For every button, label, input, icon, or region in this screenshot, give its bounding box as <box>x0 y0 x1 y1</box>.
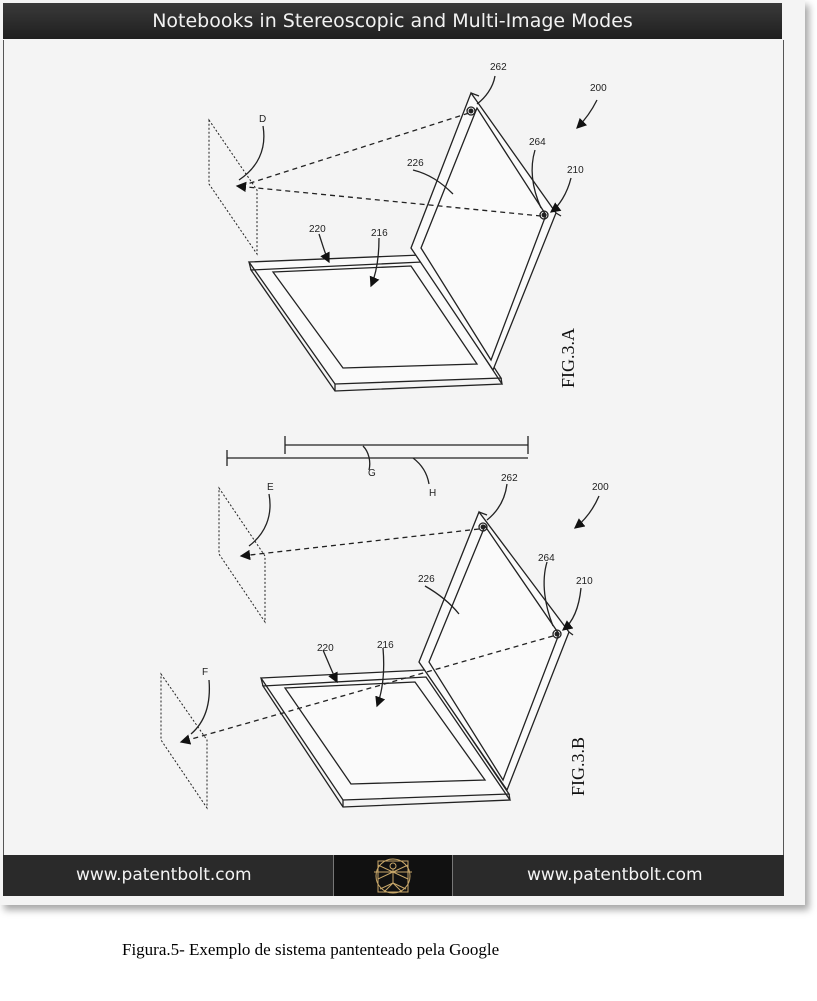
label-226-a: 226 <box>407 158 424 169</box>
footer-url-right[interactable]: www.patentbolt.com <box>527 865 703 885</box>
label-210-b: 210 <box>576 576 593 587</box>
label-g: G <box>368 468 376 479</box>
header-title: Notebooks in Stereoscopic and Multi-Image Modes <box>3 3 782 39</box>
figure-3b <box>161 436 599 808</box>
label-200-b: 200 <box>592 482 609 493</box>
label-200-a: 200 <box>590 83 607 94</box>
footer-bar <box>3 855 784 896</box>
footer-url-left[interactable]: www.patentbolt.com <box>76 865 252 885</box>
label-262-a: 262 <box>490 62 507 73</box>
label-d: D <box>259 114 267 125</box>
label-210-a: 210 <box>567 165 584 176</box>
figure-caption: Figura.5- Exemplo de sistema pantenteado pela Google <box>122 940 500 959</box>
label-264-b: 264 <box>538 553 555 564</box>
figure-3a <box>209 76 597 391</box>
label-h: H <box>429 488 437 499</box>
patent-drawing-panel <box>3 40 784 855</box>
label-e: E <box>267 482 274 493</box>
label-264-a: 264 <box>529 137 546 148</box>
projection-plane-e <box>219 488 265 622</box>
fig-label-3b: FIG.3.B <box>568 736 588 796</box>
projection-plane-f <box>161 674 207 808</box>
label-220-b: 220 <box>317 643 334 654</box>
label-f: F <box>202 667 209 678</box>
label-226-b: 226 <box>418 574 435 585</box>
patent-drawing <box>4 40 783 855</box>
label-220-a: 220 <box>309 224 326 235</box>
label-216-a: 216 <box>371 228 388 239</box>
fig-label-3a: FIG.3.A <box>558 327 578 388</box>
vitruvian-man-logo-icon <box>333 855 453 896</box>
label-262-b: 262 <box>501 473 518 484</box>
label-216-b: 216 <box>377 640 394 651</box>
